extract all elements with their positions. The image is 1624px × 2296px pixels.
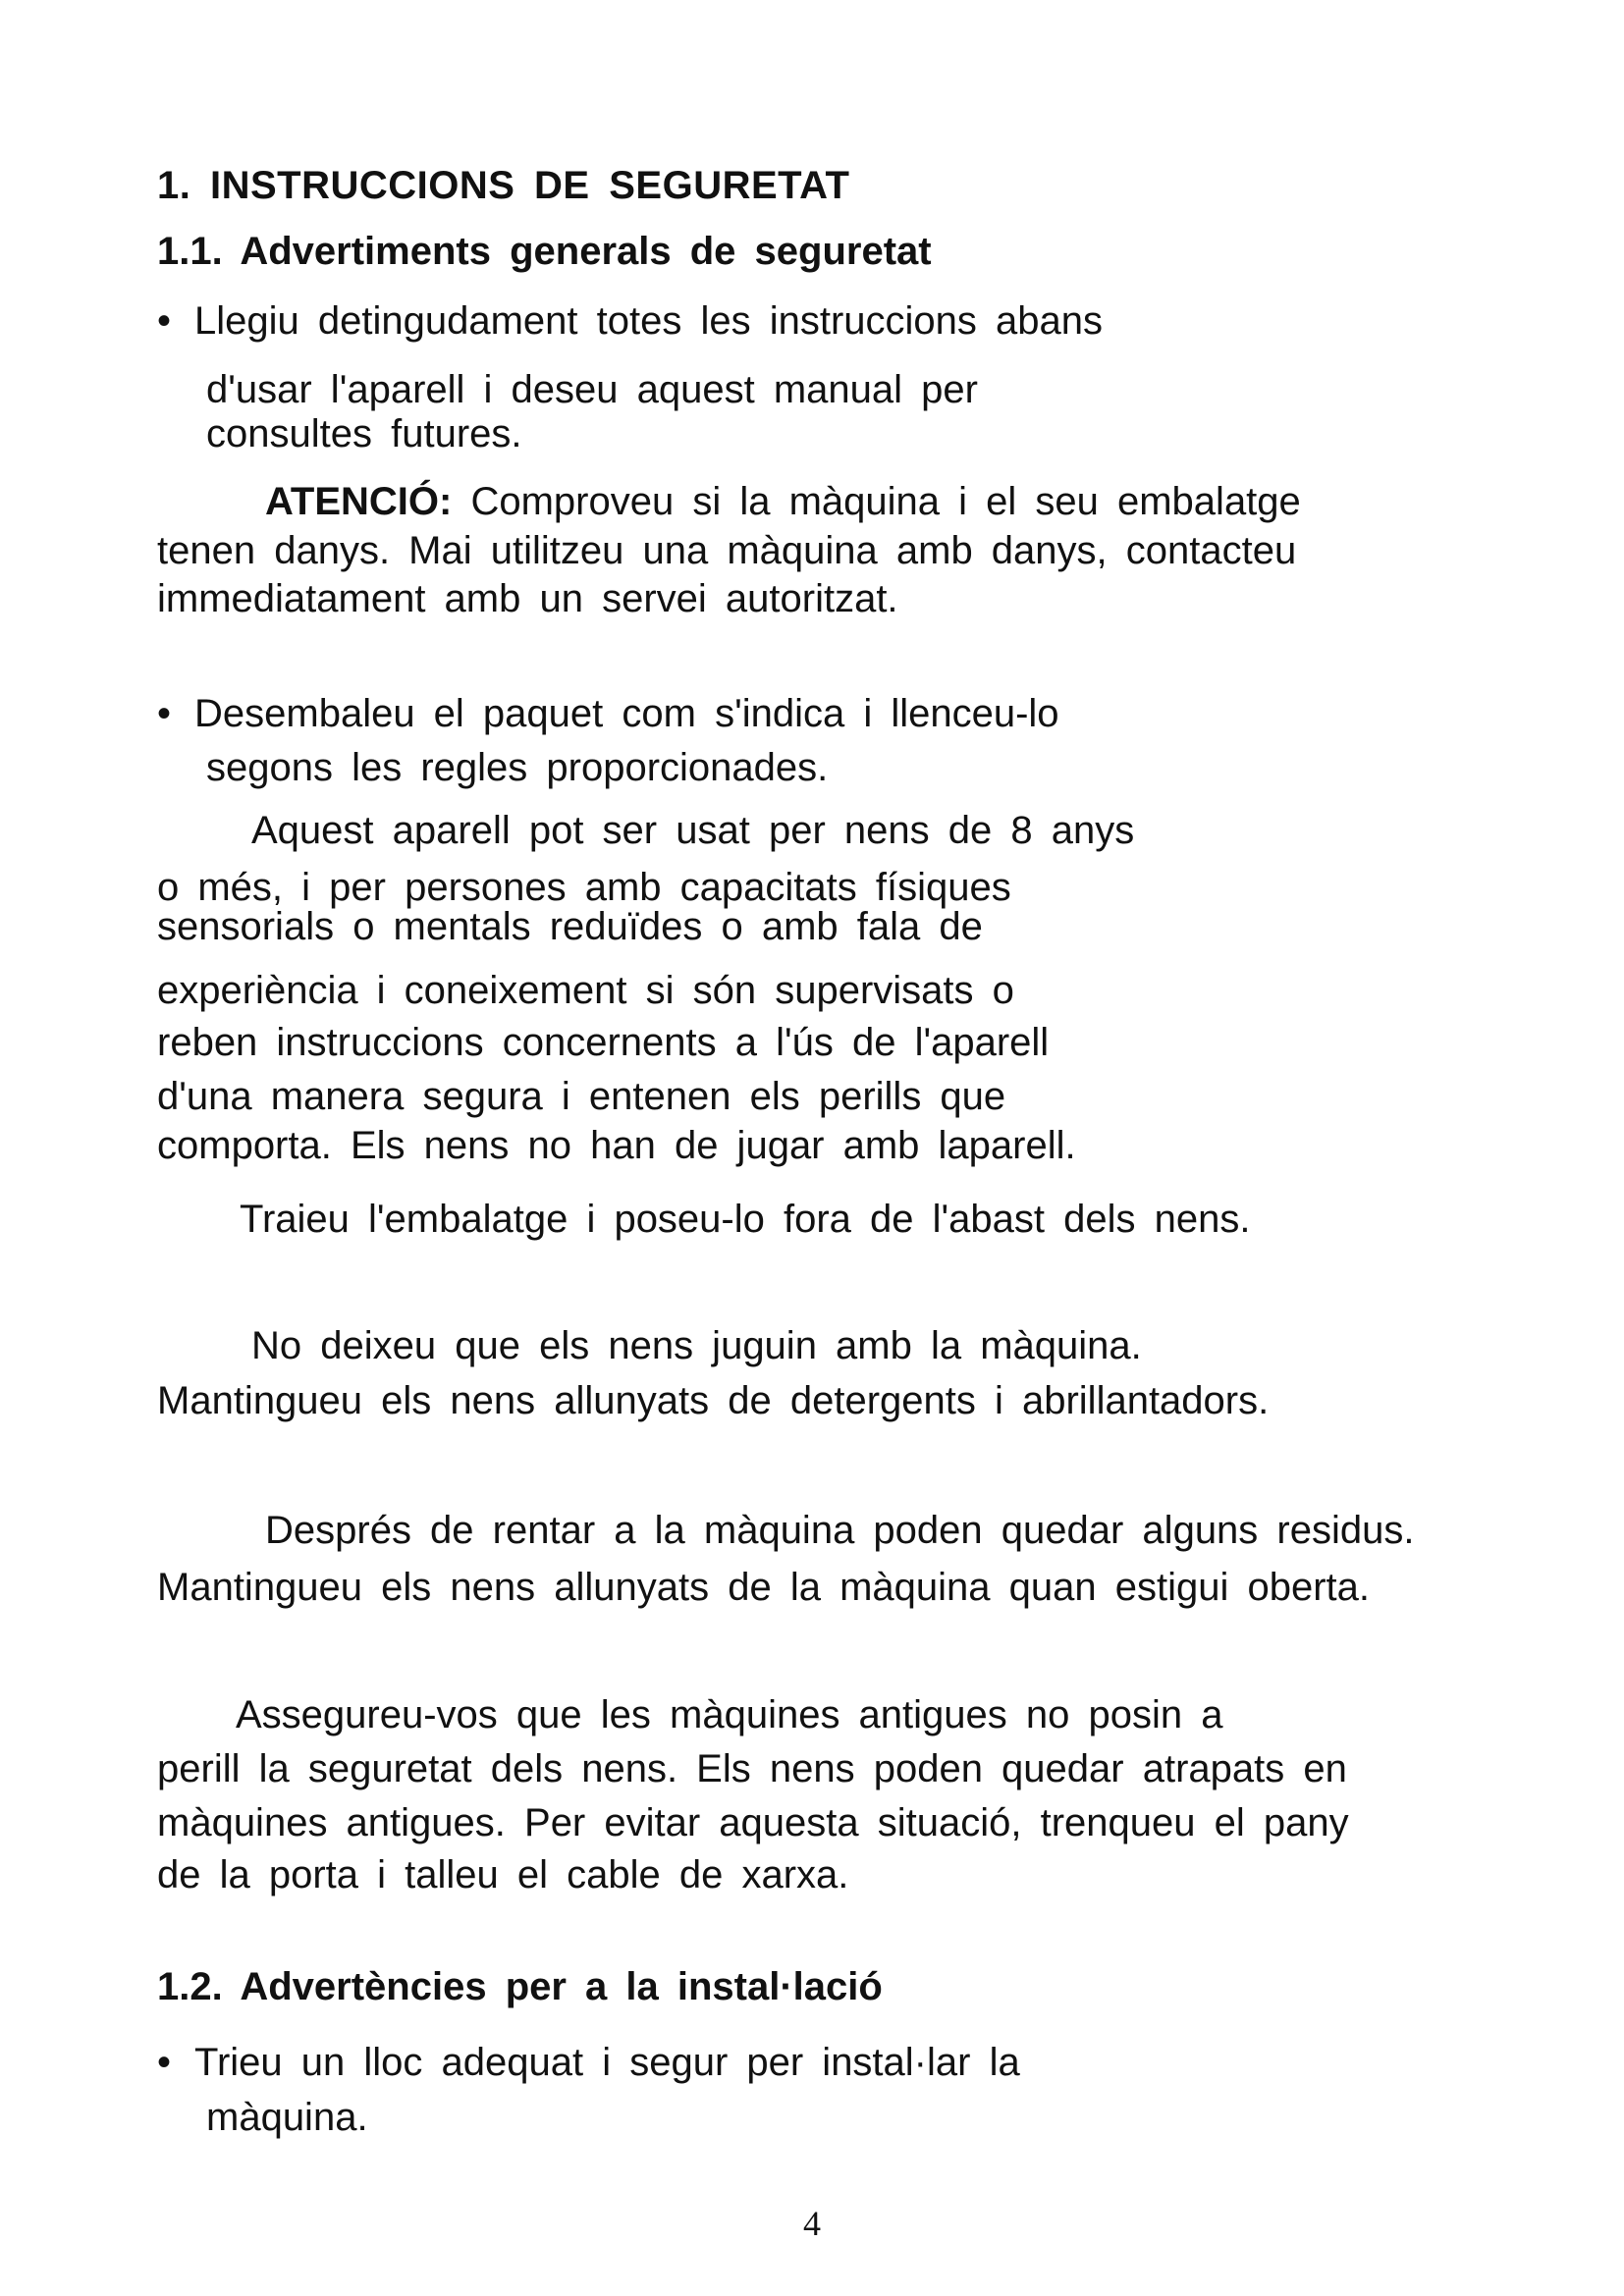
paragraph-line: consultes futures.	[206, 412, 522, 455]
paragraph-line: de la porta i talleu el cable de xarxa.	[157, 1853, 849, 1896]
warning-line	[265, 478, 1301, 525]
page-number: 4	[803, 2204, 821, 2243]
warning-text: Comproveu si la màquina i el seu embalatge	[452, 480, 1301, 523]
subsection-heading: 1.1. Advertiments generals de seguretat	[157, 230, 932, 273]
warning-label: ATENCIÓ:	[265, 480, 453, 523]
paragraph-line: Desembaleu el paquet com s'indica i llenceu-lo	[194, 692, 1059, 735]
bullet-marker: •	[157, 2041, 172, 2084]
paragraph-line: màquines antigues. Per evitar aquesta situació, trenqueu el pany	[157, 1801, 1349, 1844]
paragraph-line: experiència i coneixement si són supervisats o	[157, 969, 1014, 1012]
paragraph-line: Mantingueu els nens allunyats de la màquina quan estigui oberta.	[157, 1566, 1371, 1609]
paragraph-line: Llegiu detingudament totes les instruccions abans	[194, 299, 1103, 343]
bullet-marker: •	[157, 299, 172, 343]
section-heading: 1. INSTRUCCIONS DE SEGURETAT	[157, 164, 850, 207]
paragraph-line: No deixeu que els nens juguin amb la màquina.	[251, 1324, 1142, 1367]
paragraph-line: sensorials o mentals reduïdes o amb fala de	[157, 905, 983, 948]
paragraph-line: immediatament amb un servei autoritzat.	[157, 577, 898, 620]
paragraph-line: reben instruccions concernents a l'ús de l'aparell	[157, 1021, 1050, 1064]
paragraph-line: perill la seguretat dels nens. Els nens poden quedar atrapats en	[157, 1747, 1347, 1790]
paragraph-line: Aquest aparell pot ser usat per nens de 8 anys	[251, 809, 1135, 852]
paragraph-line: tenen danys. Mai utilitzeu una màquina amb danys, contacteu	[157, 529, 1297, 572]
paragraph-line: d'usar l'aparell i deseu aquest manual per	[206, 368, 978, 411]
paragraph-line: d'una manera segura i entenen els perills que	[157, 1075, 1006, 1118]
paragraph-line: Assegureu-vos que les màquines antigues no posin a	[236, 1693, 1223, 1736]
paragraph-line: màquina.	[206, 2096, 368, 2139]
paragraph-line: Trieu un lloc adequat i segur per instal·lar la	[194, 2041, 1020, 2084]
subsection-heading: 1.2. Advertències per a la instal·lació	[157, 1965, 883, 2008]
bullet-marker: •	[157, 692, 172, 735]
paragraph-line: Després de rentar a la màquina poden quedar alguns residus.	[265, 1509, 1415, 1552]
paragraph-line: o més, i per persones amb capacitats físiques	[157, 866, 1011, 909]
paragraph-line: Mantingueu els nens allunyats de detergents i abrillantadors.	[157, 1379, 1270, 1422]
paragraph-line: segons les regles proporcionades.	[206, 746, 829, 789]
paragraph-line: comporta. Els nens no han de jugar amb laparell.	[157, 1124, 1076, 1167]
paragraph-line: Traieu l'embalatge i poseu-lo fora de l'abast dels nens.	[240, 1198, 1251, 1241]
